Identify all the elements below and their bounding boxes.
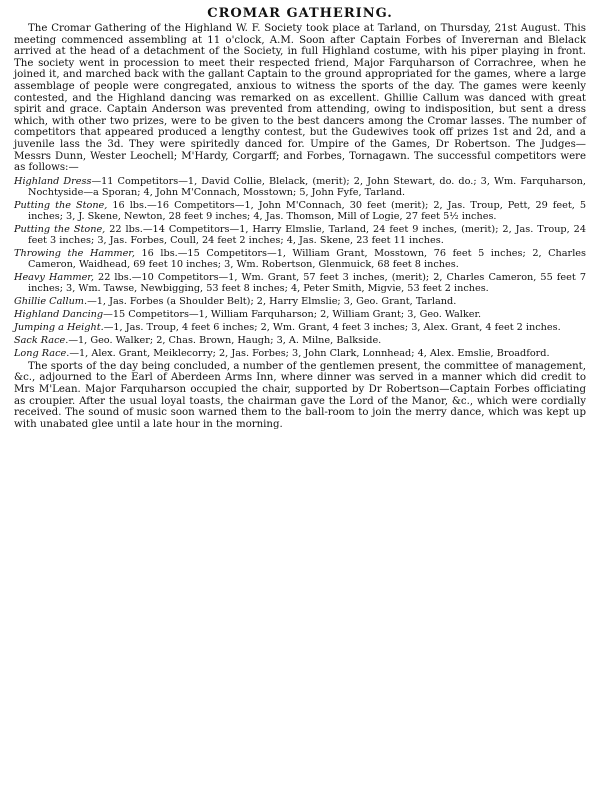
event-name: Throwing the Hammer, <box>14 247 135 259</box>
event-results: —11 Competitors—1, David Collie, Blelack, (merit); 2, John Stewart, do. do.; 3, Wm. Farquharson, Nochtyside—a Sporan; 4, John M'Connach, Mosstown; 5, John Fyfe, Tarland. <box>28 175 586 198</box>
article-headline: CROMAR GATHERING. <box>207 6 393 21</box>
result-entry <box>14 248 586 270</box>
event-results: —15 Competitors—1, William Farquharson; 2, William Grant; 3, Geo. Walker. <box>103 308 482 320</box>
closing-paragraph: The sports of the day being concluded, a number of the gentlemen present, the committee of management, &c., adjourned to the Earl of Aberdeen Arms Inn, where dinner was served in a manner which did credit to Mrs M'Lean. Major Farquharson occupied the chair, supported by Dr Robertson—Captain Forbes officiating as croupier. After the usual loyal toasts, the chairman gave the Lord of the Manor, &c., which were cordially received. The sound of music soon warned them to the ball-room to join the merry dance, which was kept up with unabated glee until a late hour in the morning. <box>14 360 586 430</box>
event-name: Heavy Hammer, <box>14 271 94 283</box>
result-entry <box>14 335 586 346</box>
event-name: Long Race. <box>14 347 70 359</box>
event-name: Jumping a Height. <box>14 321 104 333</box>
event-results: 16 lbs.—15 Competitors—1, William Grant, Mosstown, 76 feet 5 inches; 2, Charles Cameron, Waidhead, 69 feet 10 inches; 3, Wm. Robertson, Glenmuick, 68 feet 8 inches. <box>28 247 586 270</box>
event-name: Highland Dancing <box>14 308 104 320</box>
event-name: Putting the Stone, <box>14 199 108 211</box>
event-results: —1, Jas. Troup, 4 feet 6 inches; 2, Wm. Grant, 4 feet 3 inches; 3, Alex. Grant, 4 feet 2 inches. <box>103 321 561 333</box>
event-name: Highland Dress <box>14 175 92 187</box>
result-entry <box>14 309 586 320</box>
result-entry <box>14 272 586 294</box>
result-entry <box>14 224 586 246</box>
result-entry <box>14 176 586 198</box>
result-entry <box>14 348 586 359</box>
event-name: Putting the Stone, <box>14 223 106 235</box>
event-name: Ghillie Callum. <box>14 295 88 307</box>
event-results: 22 lbs.—14 Competitors—1, Harry Elmslie, Tarland, 24 feet 9 inches, (merit); 2, Jas. Troup, 24 feet 3 inches; 3, Jas. Forbes, Coull, 24 feet 2 inches; 4, Jas. Skene, 23 feet 11 inches. <box>28 223 586 246</box>
result-entry <box>14 296 586 307</box>
event-results: 22 lbs.—10 Competitors—1, Wm. Grant, 57 feet 3 inches, (merit); 2, Charles Cameron, 55 feet 7 inches; 3, Wm. Tawse, Newbigging, 53 feet 8 inches; 4, Peter Smith, Migvie, 53 feet 2 inches. <box>28 271 586 294</box>
event-name: Sack Race. <box>14 334 69 346</box>
result-entry <box>14 322 586 333</box>
event-results: —1, Jas. Forbes (a Shoulder Belt); 2, Harry Elmslie; 3, Geo. Grant, Tarland. <box>87 295 457 307</box>
event-results: —1, Geo. Walker; 2, Chas. Brown, Haugh; 3, A. Milne, Balkside. <box>68 334 382 346</box>
event-results: 16 lbs.—16 Competitors—1, John M'Connach, 30 feet (merit); 2, Jas. Troup, Pett, 29 feet, 5 inches; 3, J. Skene, Newton, 28 feet 9 inches; 4, Jas. Thomson, Mill of Logie, 27 feet 5½ inches. <box>28 199 586 222</box>
event-results: —1, Alex. Grant, Meiklecorry; 2, Jas. Forbes; 3, John Clark, Lonnhead; 4, Alex. Emslie, Broadford. <box>69 347 550 359</box>
results-list <box>14 176 586 359</box>
result-entry <box>14 200 586 222</box>
intro-paragraph: The Cromar Gathering of the Highland W. F. Society took place at Tarland, on Thursday, 21st August. This meeting commenced assembling at 11 o'clock, A.M. Soon after Captain Forbes of Inverernan and Blelack arrived at the head of a detachment of the Society, in full Highland costume, with his piper playing in front. The society went in procession to meet their respected friend, Major Farquharson of Corrachree, when he joined it, and marched back with the gallant Captain to the ground appropriated for the games, where a large assemblage of people were congregated, anxious to witness the sports of the day. The games were keenly contested, and the Highland dancing was remarked on as excellent. Ghillie Callum was danced with great spirit and grace. Captain Anderson was prevented from attending, owing to indisposition, but sent a dress which, with other two prizes, were to be given to the best dancers among the Cromar lasses. The number of competitors that appeared produced a lengthy contest, but the Gudewives took off prizes 1st and 2d, and a juvenile lass the 3d. They were spiritedly danced for. Umpire of the Games, Dr Robertson. The Judges—Messrs Dunn, Wester Leochell; M'Hardy, Corgarff; and Forbes, Tornagawn. The successful competitors were as follows:— <box>14 23 586 174</box>
